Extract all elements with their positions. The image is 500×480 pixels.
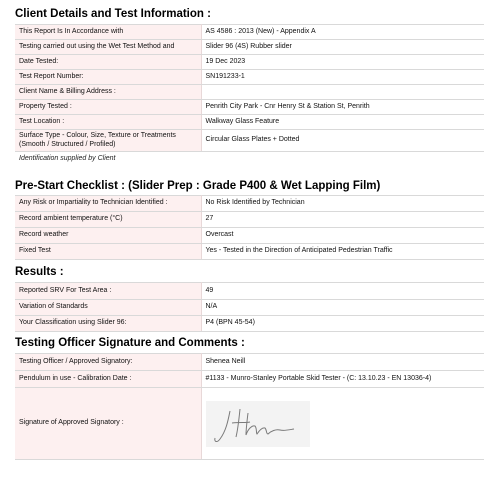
table-row <box>15 25 484 40</box>
row-value: Slider 96 (4S) Rubber slider <box>201 40 484 55</box>
row-label: Test Report Number: <box>15 70 201 85</box>
row-label: This Report Is In Accordance with <box>15 25 201 40</box>
client-details-table <box>15 24 484 152</box>
signature-image <box>206 401 310 447</box>
row-label: Your Classification using Slider 96: <box>15 316 201 332</box>
row-value: Penrith City Park - Cnr Henry St & Station St, Penrith <box>201 100 484 115</box>
table-row <box>15 283 484 300</box>
row-value: Circular Glass Plates + Dotted <box>201 130 484 152</box>
row-value: Shenea Neill <box>201 354 484 371</box>
table-row <box>15 316 484 332</box>
results-table <box>15 282 484 332</box>
table-row <box>15 196 484 212</box>
table-row <box>15 300 484 316</box>
prestart-title: Pre-Start Checklist : (Slider Prep : Grade P400 & Wet Lapping Film) <box>15 180 381 192</box>
prestart-table <box>15 195 484 260</box>
table-row <box>15 244 484 260</box>
row-label: Record ambient temperature (°C) <box>15 212 201 228</box>
table-row <box>15 354 484 371</box>
row-value: 49 <box>201 283 484 300</box>
table-row <box>15 70 484 85</box>
table-row <box>15 130 484 152</box>
signatory-label: Signature of Approved Signatory : <box>15 388 201 460</box>
row-label: Test Location : <box>15 115 201 130</box>
table-row <box>15 40 484 55</box>
row-label: Any Risk or Impartiality to Technician Identified : <box>15 196 201 212</box>
row-label: Reported SRV For Test Area : <box>15 283 201 300</box>
row-value: AS 4586 : 2013 (New) - Appendix A <box>201 25 484 40</box>
identification-note: Identification supplied by Client <box>19 155 116 162</box>
table-row <box>15 388 484 460</box>
table-row <box>15 55 484 70</box>
row-value: Overcast <box>201 228 484 244</box>
row-label: Record weather <box>15 228 201 244</box>
row-label: Surface Type - Colour, Size, Texture or Treatments (Smooth / Structured / Profiled) <box>15 130 201 152</box>
table-row <box>15 212 484 228</box>
row-value: N/A <box>201 300 484 316</box>
table-row <box>15 115 484 130</box>
row-label: Fixed Test <box>15 244 201 260</box>
table-row <box>15 228 484 244</box>
row-label: Client Name & Billing Address : <box>15 85 201 100</box>
row-label: Pendulum in use - Calibration Date : <box>15 371 201 388</box>
row-value: SN191233-1 <box>201 70 484 85</box>
row-value: P4 (BPN 45-54) <box>201 316 484 332</box>
client-details-title: Client Details and Test Information : <box>15 8 211 20</box>
row-value: #1133 - Munro-Stanley Portable Skid Tester - (C: 13.10.23 - EN 13036-4) <box>201 371 484 388</box>
table-row <box>15 371 484 388</box>
row-label: Variation of Standards <box>15 300 201 316</box>
row-value: Yes - Tested in the Direction of Anticipated Pedestrian Traffic <box>201 244 484 260</box>
signature-cell <box>201 388 484 460</box>
row-value: Walkway Glass Feature <box>201 115 484 130</box>
row-label: Testing carried out using the Wet Test Method and <box>15 40 201 55</box>
row-value <box>201 85 484 100</box>
row-value: 19 Dec 2023 <box>201 55 484 70</box>
row-label: Date Tested: <box>15 55 201 70</box>
results-title: Results : <box>15 266 64 278</box>
table-row <box>15 100 484 115</box>
row-label: Property Tested : <box>15 100 201 115</box>
table-row <box>15 85 484 100</box>
row-value: 27 <box>201 212 484 228</box>
signature-table <box>15 353 484 460</box>
signature-title: Testing Officer Signature and Comments : <box>15 337 245 349</box>
row-label: Testing Officer / Approved Signatory: <box>15 354 201 371</box>
row-value: No Risk Identified by Technician <box>201 196 484 212</box>
